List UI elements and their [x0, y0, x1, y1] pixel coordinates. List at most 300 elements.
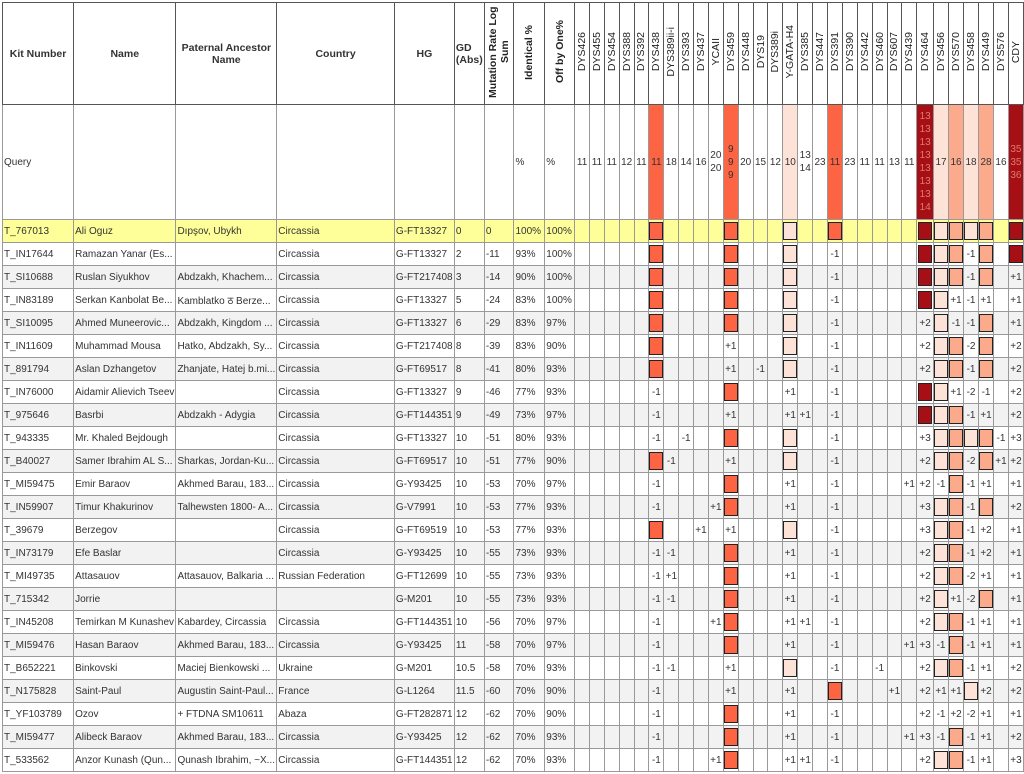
marker-cell-dys389ii-i — [664, 220, 679, 243]
header-marker-dys458[interactable] — [964, 3, 979, 105]
marker-cell-dys437 — [694, 358, 709, 381]
cell-kit: T_IN76000 — [3, 381, 74, 404]
match-box — [918, 245, 932, 263]
cell-hg: G-FT13327 — [394, 381, 454, 404]
marker-cell-dys437 — [694, 312, 709, 335]
marker-cell-dys437 — [694, 749, 709, 772]
cell-off: 97% — [545, 404, 575, 427]
marker-cell-dys607 — [887, 703, 902, 726]
marker-cell-y-gata-h4: +1 — [783, 588, 798, 611]
marker-cell-dys390 — [842, 450, 857, 473]
marker-cell-dys607 — [887, 611, 902, 634]
header-marker-dys570[interactable] — [949, 3, 964, 105]
marker-cell-dys442 — [857, 427, 872, 450]
marker-cell-dys390 — [842, 657, 857, 680]
match-box — [783, 360, 797, 378]
marker-cell-dys392 — [634, 611, 649, 634]
marker-cell-dys449: +1 — [979, 289, 994, 312]
marker-cell-y-gata-h4: +1 — [783, 381, 798, 404]
marker-cell-dys464: +3 — [917, 496, 934, 519]
cell-country: Circassia — [277, 473, 395, 496]
cell-mut: -62 — [484, 749, 514, 772]
marker-cell-dys391: -1 — [827, 565, 842, 588]
marker-cell-dys388 — [619, 358, 634, 381]
marker-cell-dys391: -1 — [827, 289, 842, 312]
marker-cell-dys442 — [857, 335, 872, 358]
header-country[interactable]: Country — [277, 3, 395, 105]
marker-cell-dys455 — [590, 726, 605, 749]
table-row[interactable] — [3, 404, 1024, 427]
header-marker-dys391[interactable] — [827, 3, 842, 105]
marker-cell-dys439 — [902, 657, 917, 680]
marker-cell-dys456 — [934, 427, 949, 450]
header-marker-dys389ii-i[interactable] — [664, 3, 679, 105]
match-box — [724, 314, 738, 332]
match-box — [979, 498, 993, 516]
marker-cell-dys439 — [902, 266, 917, 289]
cell-ancestor: Kabardey, Circassia — [176, 611, 277, 634]
match-box — [949, 429, 963, 447]
marker-cell-dys392 — [634, 657, 649, 680]
marker-cell-dys459 — [723, 266, 738, 289]
match-box — [949, 636, 963, 654]
table-row[interactable] — [3, 680, 1024, 703]
marker-label: DYS570 — [950, 32, 963, 72]
header-marker-dys437[interactable] — [694, 3, 709, 105]
header-marker-dys442[interactable] — [857, 3, 872, 105]
marker-cell-dys456 — [934, 450, 949, 473]
cell-country: Circassia — [277, 312, 395, 335]
marker-cell-dys464 — [917, 220, 934, 243]
marker-cell-dys442 — [857, 749, 872, 772]
marker-cell-dys388 — [619, 312, 634, 335]
marker-cell-dys393 — [679, 749, 694, 772]
table-row[interactable] — [3, 703, 1024, 726]
marker-cell-dys447 — [813, 496, 828, 519]
marker-cell-dys389i — [768, 726, 783, 749]
header-marker-dys449[interactable] — [979, 3, 994, 105]
table-row[interactable] — [3, 312, 1024, 335]
header-marker-dys447[interactable] — [813, 3, 828, 105]
marker-cell-dys576 — [994, 519, 1009, 542]
marker-cell-dys459 — [723, 611, 738, 634]
cell-kit: T_IN11609 — [3, 335, 74, 358]
cell-gd: 3 — [454, 266, 484, 289]
marker-cell-dys458: -1 — [964, 519, 979, 542]
table-row[interactable] — [3, 358, 1024, 381]
cell-kit: T_B652221 — [3, 657, 74, 680]
marker-cell-dys19 — [753, 588, 768, 611]
marker-cell-dys390 — [842, 312, 857, 335]
marker-cell-dys389ii-i — [664, 427, 679, 450]
marker-cell-ycaii — [708, 220, 723, 243]
marker-cell-dys388 — [619, 565, 634, 588]
marker-cell-dys389ii-i — [664, 289, 679, 312]
marker-cell-y-gata-h4 — [783, 243, 798, 266]
marker-cell-cdy: +1 — [1008, 473, 1023, 496]
header-marker-ycaii[interactable] — [708, 3, 723, 105]
marker-cell-dys439 — [902, 588, 917, 611]
marker-cell-dys393 — [679, 335, 694, 358]
marker-cell-dys390 — [842, 542, 857, 565]
marker-cell-dys391: -1 — [827, 335, 842, 358]
header-gd[interactable]: GD (Abs) — [454, 3, 484, 105]
marker-cell-ycaii: +1 — [708, 749, 723, 772]
marker-cell-cdy: +1 — [1008, 312, 1023, 335]
marker-cell-dys442 — [857, 519, 872, 542]
match-box — [783, 337, 797, 355]
marker-cell-dys385 — [798, 634, 813, 657]
header-marker-dys389i[interactable] — [768, 3, 783, 105]
table-row[interactable] — [3, 243, 1024, 266]
table-row[interactable] — [3, 473, 1024, 496]
table-row[interactable] — [3, 634, 1024, 657]
marker-cell-cdy: +2 — [1008, 381, 1023, 404]
table-row[interactable] — [3, 450, 1024, 473]
cell-ancestor: Dıpşov, Ubykh — [176, 220, 277, 243]
marker-cell-dys576: -1 — [994, 427, 1009, 450]
marker-cell-dys442 — [857, 312, 872, 335]
marker-cell-dys455 — [590, 634, 605, 657]
cell-hg: G-FT13327 — [394, 289, 454, 312]
marker-cell-dys388 — [619, 289, 634, 312]
header-marker-dys390[interactable] — [842, 3, 857, 105]
marker-cell-dys19 — [753, 703, 768, 726]
marker-cell-dys460 — [872, 404, 887, 427]
header-off-by-one[interactable] — [545, 3, 575, 105]
header-marker-dys439[interactable] — [902, 3, 917, 105]
query-mut — [484, 105, 514, 220]
header-marker-dys459[interactable] — [723, 3, 738, 105]
marker-cell-ycaii — [708, 473, 723, 496]
marker-cell-dys456: -1 — [934, 726, 949, 749]
match-box — [979, 590, 993, 608]
cell-country: Circassia — [277, 749, 395, 772]
cell-ancestor: Abdzakh - Adygia — [176, 404, 277, 427]
query-country — [277, 105, 395, 220]
cell-name: Aslan Dzhangetov — [74, 358, 176, 381]
cell-kit: T_SI10095 — [3, 312, 74, 335]
header-name[interactable]: Name — [74, 3, 176, 105]
marker-cell-dys442 — [857, 496, 872, 519]
marker-cell-cdy: +1 — [1008, 703, 1023, 726]
cell-off: 100% — [545, 243, 575, 266]
header-marker-dys456[interactable] — [934, 3, 949, 105]
header-marker-dys607[interactable] — [887, 3, 902, 105]
marker-cell-dys426 — [575, 473, 590, 496]
table-row[interactable] — [3, 220, 1024, 243]
header-marker-dys455[interactable] — [590, 3, 605, 105]
header-marker-dys388[interactable] — [619, 3, 634, 105]
marker-cell-dys390 — [842, 680, 857, 703]
cell-ancestor: Zhanjate, Hatej b.mi... — [176, 358, 277, 381]
cell-off: 97% — [545, 611, 575, 634]
table-row[interactable] — [3, 266, 1024, 289]
marker-cell-dys426 — [575, 611, 590, 634]
marker-cell-dys388 — [619, 542, 634, 565]
marker-cell-dys392 — [634, 381, 649, 404]
cell-name: Jorrie — [74, 588, 176, 611]
header-marker-dys385[interactable] — [798, 3, 813, 105]
header-paternal-ancestor[interactable]: Paternal Ancestor Name — [176, 3, 277, 105]
marker-cell-dys449: +1 — [979, 473, 994, 496]
marker-cell-dys456 — [934, 289, 949, 312]
table-row[interactable] — [3, 496, 1024, 519]
marker-cell-dys448 — [738, 381, 753, 404]
marker-cell-dys438: -1 — [649, 703, 664, 726]
marker-cell-dys460 — [872, 496, 887, 519]
marker-cell-dys392 — [634, 289, 649, 312]
marker-cell-dys570 — [949, 427, 964, 450]
cell-country: Circassia — [277, 611, 395, 634]
marker-cell-dys437 — [694, 266, 709, 289]
table-row[interactable] — [3, 657, 1024, 680]
cell-country: Circassia — [277, 634, 395, 657]
marker-cell-dys607 — [887, 588, 902, 611]
marker-cell-dys389ii-i — [664, 519, 679, 542]
cell-mut: -62 — [484, 703, 514, 726]
match-box — [949, 567, 963, 585]
query-value-dys464: 13 13 13 13 13 13 13 14 — [917, 105, 934, 220]
cell-country: Circassia — [277, 220, 395, 243]
marker-cell-dys393 — [679, 588, 694, 611]
table-row[interactable] — [3, 542, 1024, 565]
marker-cell-dys388 — [619, 427, 634, 450]
cell-ident: 80% — [514, 358, 545, 381]
marker-cell-dys389i — [768, 519, 783, 542]
marker-cell-dys438: -1 — [649, 565, 664, 588]
marker-cell-dys454 — [604, 565, 619, 588]
query-value-dys447: 23 — [813, 105, 828, 220]
cell-country: Circassia — [277, 243, 395, 266]
marker-cell-dys437 — [694, 220, 709, 243]
match-box — [934, 590, 948, 608]
marker-cell-dys460 — [872, 220, 887, 243]
marker-cell-dys570: +1 — [949, 588, 964, 611]
table-row[interactable] — [3, 726, 1024, 749]
table-row[interactable] — [3, 335, 1024, 358]
marker-cell-dys447 — [813, 266, 828, 289]
marker-cell-dys442 — [857, 473, 872, 496]
marker-cell-y-gata-h4 — [783, 289, 798, 312]
marker-cell-dys388 — [619, 611, 634, 634]
marker-cell-dys437 — [694, 427, 709, 450]
match-box — [949, 498, 963, 516]
marker-cell-dys391: -1 — [827, 726, 842, 749]
marker-cell-dys442 — [857, 542, 872, 565]
cell-off: 93% — [545, 496, 575, 519]
marker-label: DYS459 — [724, 32, 737, 72]
marker-cell-dys439 — [902, 680, 917, 703]
cell-gd: 11.5 — [454, 680, 484, 703]
marker-cell-dys438: -1 — [649, 657, 664, 680]
marker-cell-dys456 — [934, 496, 949, 519]
marker-cell-dys570 — [949, 335, 964, 358]
marker-cell-dys426 — [575, 519, 590, 542]
cell-name: Emir Baraov — [74, 473, 176, 496]
table-row[interactable] — [3, 381, 1024, 404]
header-marker-dys392[interactable] — [634, 3, 649, 105]
marker-cell-dys438 — [649, 519, 664, 542]
marker-label: DYS447 — [814, 32, 827, 72]
cell-country: Circassia — [277, 358, 395, 381]
marker-cell-dys449 — [979, 312, 994, 335]
header-marker-dys448[interactable] — [738, 3, 753, 105]
header-marker-dys393[interactable] — [679, 3, 694, 105]
cell-mut: -62 — [484, 726, 514, 749]
marker-cell-dys19 — [753, 220, 768, 243]
marker-cell-dys447 — [813, 611, 828, 634]
header-mutation-rate[interactable] — [484, 3, 514, 105]
marker-cell-dys442 — [857, 657, 872, 680]
marker-cell-dys437 — [694, 588, 709, 611]
header-marker-dys19[interactable] — [753, 3, 768, 105]
marker-cell-dys389ii-i — [664, 473, 679, 496]
marker-cell-dys391: -1 — [827, 404, 842, 427]
marker-cell-dys437 — [694, 289, 709, 312]
cell-mut: 0 — [484, 220, 514, 243]
table-row[interactable] — [3, 519, 1024, 542]
match-box — [934, 406, 948, 424]
marker-cell-dys389ii-i — [664, 496, 679, 519]
cell-ancestor: Hatko, Abdzakh, Sy... — [176, 335, 277, 358]
marker-cell-dys460 — [872, 726, 887, 749]
cell-name: Attasauov — [74, 565, 176, 588]
marker-cell-dys426 — [575, 726, 590, 749]
marker-cell-dys460 — [872, 427, 887, 450]
header-hg[interactable]: HG — [394, 3, 454, 105]
marker-cell-dys459: +1 — [723, 657, 738, 680]
marker-cell-dys464: +2 — [917, 312, 934, 335]
marker-cell-dys390 — [842, 726, 857, 749]
cell-ancestor — [176, 381, 277, 404]
marker-cell-dys458: -1 — [964, 404, 979, 427]
cell-name: Ahmed Muneerovic... — [74, 312, 176, 335]
marker-cell-dys389i — [768, 496, 783, 519]
header-marker-dys576[interactable] — [994, 3, 1009, 105]
marker-cell-dys459 — [723, 381, 738, 404]
marker-cell-cdy: +1 — [1008, 588, 1023, 611]
cell-off: 93% — [545, 565, 575, 588]
match-box — [1009, 245, 1023, 263]
marker-cell-dys393 — [679, 657, 694, 680]
header-marker-dys464[interactable] — [917, 3, 934, 105]
header-marker-dys454[interactable] — [604, 3, 619, 105]
marker-cell-dys426 — [575, 427, 590, 450]
marker-cell-dys389ii-i — [664, 749, 679, 772]
table-row[interactable] — [3, 565, 1024, 588]
marker-cell-dys385 — [798, 427, 813, 450]
cell-hg: G-V7991 — [394, 496, 454, 519]
marker-cell-dys456 — [934, 312, 949, 335]
cell-mut: -58 — [484, 657, 514, 680]
marker-cell-dys437 — [694, 496, 709, 519]
cell-country: Circassia — [277, 542, 395, 565]
cell-name: Efe Baslar — [74, 542, 176, 565]
marker-cell-dys458: -1 — [964, 634, 979, 657]
marker-cell-dys391: -1 — [827, 243, 842, 266]
table-row[interactable] — [3, 588, 1024, 611]
marker-cell-dys389i — [768, 611, 783, 634]
marker-cell-dys576 — [994, 312, 1009, 335]
marker-label: DYS454 — [605, 32, 618, 72]
marker-cell-dys393 — [679, 450, 694, 473]
marker-cell-dys570: +1 — [949, 680, 964, 703]
marker-cell-dys390 — [842, 496, 857, 519]
header-marker-y-gata-h4[interactable] — [783, 3, 798, 105]
marker-label: DYS464 — [919, 32, 932, 72]
match-box — [979, 337, 993, 355]
marker-cell-dys454 — [604, 243, 619, 266]
marker-cell-dys392 — [634, 312, 649, 335]
table-row[interactable] — [3, 427, 1024, 450]
marker-cell-dys389ii-i: -1 — [664, 542, 679, 565]
cell-gd: 2 — [454, 243, 484, 266]
header-kit-number[interactable]: Kit Number — [3, 3, 74, 105]
table-row[interactable] — [3, 289, 1024, 312]
marker-cell-dys390 — [842, 427, 857, 450]
cell-mut: -60 — [484, 680, 514, 703]
cell-name: Binkovski — [74, 657, 176, 680]
header-marker-dys438[interactable] — [649, 3, 664, 105]
cell-hg: G-FT69517 — [394, 358, 454, 381]
marker-cell-dys438 — [649, 220, 664, 243]
marker-cell-dys437 — [694, 404, 709, 427]
marker-cell-dys392 — [634, 588, 649, 611]
match-box — [724, 544, 738, 562]
marker-cell-dys438: -1 — [649, 680, 664, 703]
marker-cell-dys570 — [949, 565, 964, 588]
query-off-by-one: % — [545, 105, 575, 220]
marker-cell-dys448 — [738, 611, 753, 634]
marker-cell-dys393 — [679, 404, 694, 427]
marker-cell-dys607 — [887, 266, 902, 289]
marker-cell-dys385: +1 — [798, 404, 813, 427]
marker-cell-dys455 — [590, 381, 605, 404]
marker-cell-dys426 — [575, 496, 590, 519]
marker-cell-dys388 — [619, 335, 634, 358]
marker-label: DYS388 — [620, 32, 633, 72]
marker-cell-dys459: +1 — [723, 358, 738, 381]
match-box — [783, 521, 797, 539]
header-marker-cdy[interactable] — [1008, 3, 1023, 105]
cell-country: Circassia — [277, 266, 395, 289]
match-box — [724, 751, 738, 769]
cell-off: 93% — [545, 381, 575, 404]
marker-cell-dys393 — [679, 358, 694, 381]
cell-country: France — [277, 680, 395, 703]
cell-country: Circassia — [277, 335, 395, 358]
marker-cell-dys570 — [949, 542, 964, 565]
marker-cell-dys459 — [723, 289, 738, 312]
query-identical: % — [514, 105, 545, 220]
table-row[interactable] — [3, 749, 1024, 772]
marker-cell-dys391: -1 — [827, 588, 842, 611]
marker-cell-dys426 — [575, 588, 590, 611]
header-marker-dys426[interactable] — [575, 3, 590, 105]
marker-cell-dys385 — [798, 335, 813, 358]
marker-cell-dys576 — [994, 220, 1009, 243]
header-identical[interactable] — [514, 3, 545, 105]
marker-cell-dys385 — [798, 473, 813, 496]
marker-cell-dys456 — [934, 404, 949, 427]
marker-cell-dys390 — [842, 358, 857, 381]
cell-ident: 83% — [514, 335, 545, 358]
header-marker-dys460[interactable] — [872, 3, 887, 105]
marker-cell-dys607 — [887, 726, 902, 749]
marker-cell-dys388 — [619, 473, 634, 496]
table-row[interactable] — [3, 611, 1024, 634]
